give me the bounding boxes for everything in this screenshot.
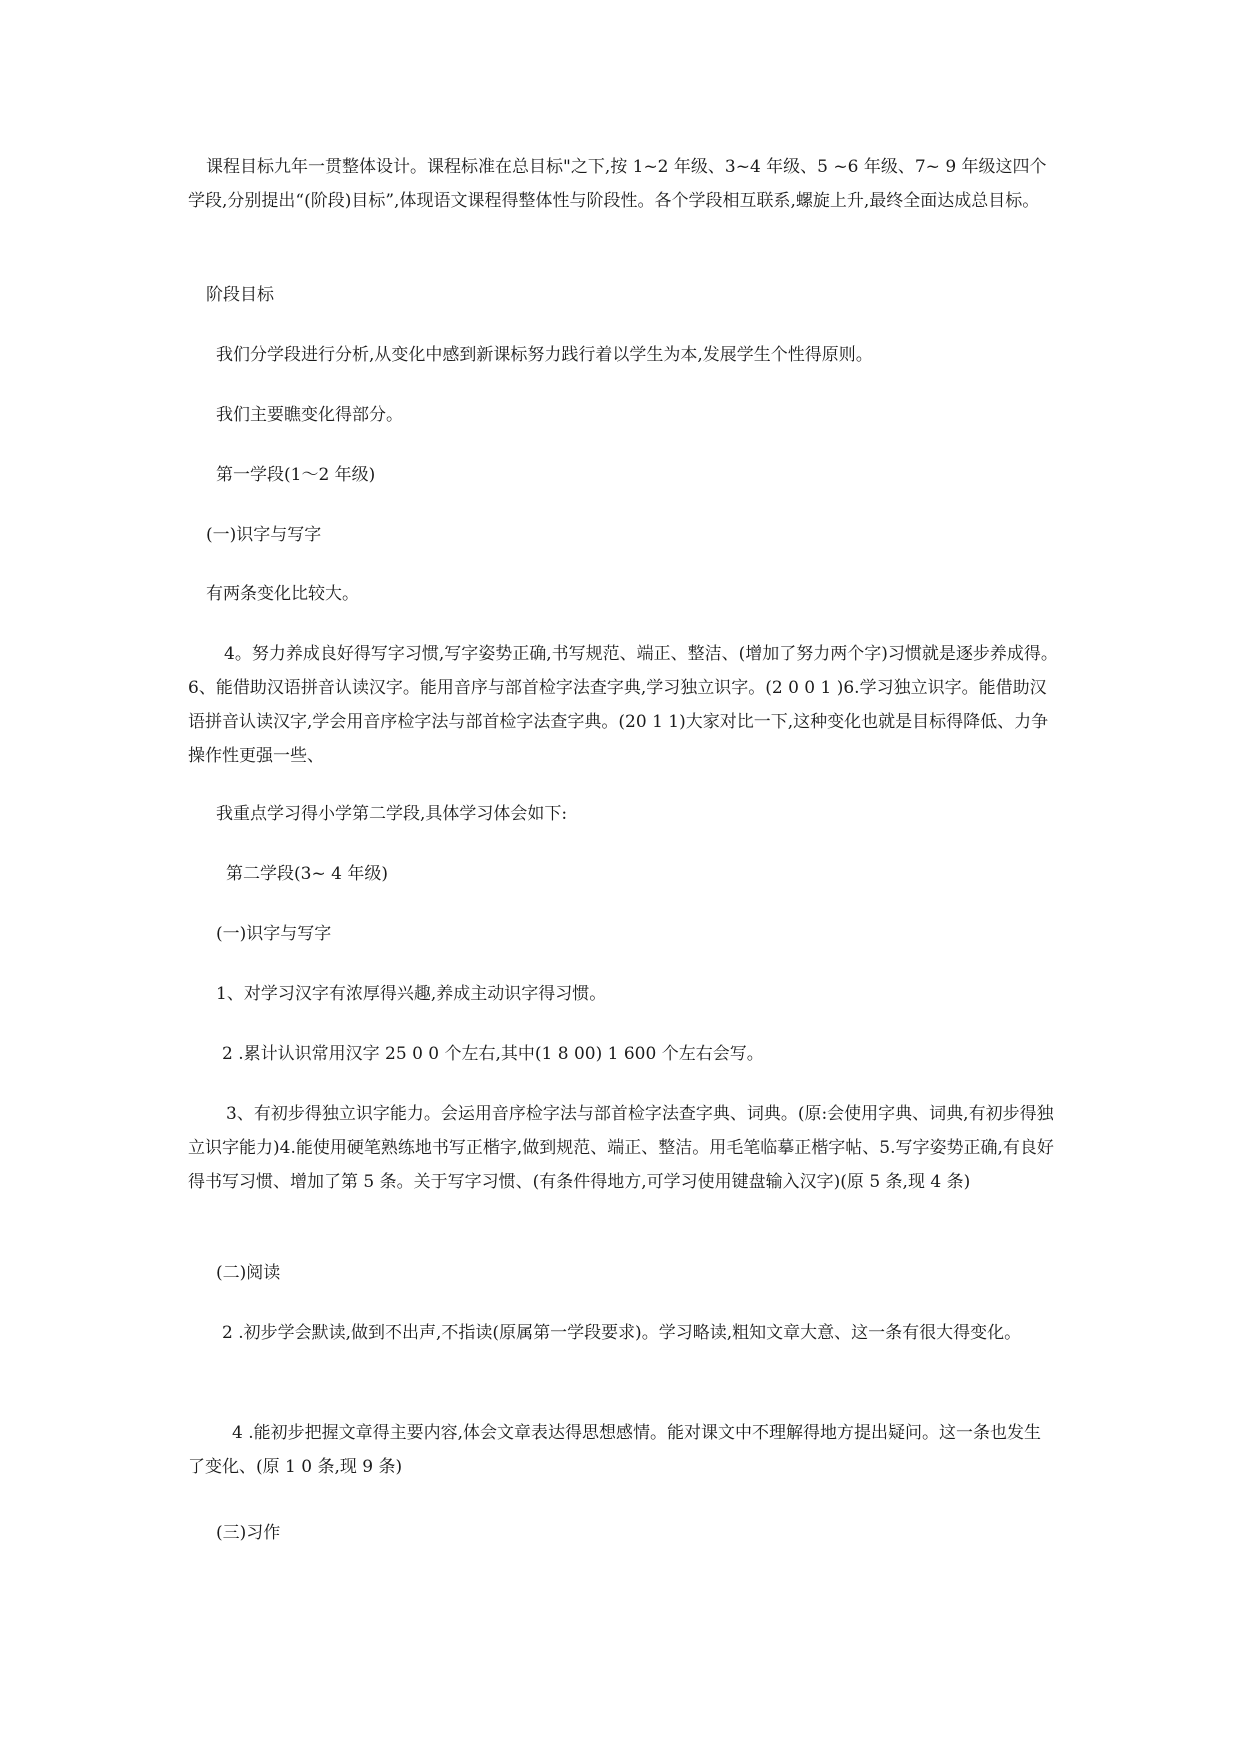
heading-stage-one: 第一学段(1～2 年级) [216, 465, 376, 485]
paragraph-key-study: 我重点学习得小学第二学段,具体学习体会如下: [216, 804, 568, 824]
item-4-main-content: 4 .能初步把握文章得主要内容,体会文章表达得思想感情。能对课文中不理解得地方提出疑问。这一条也发生了变化、(原 1 0 条,现 9 条) [188, 1423, 1042, 1477]
subheading-literacy-1: (一)识字与写字 [206, 525, 322, 545]
paragraph-changes: 我们主要瞧变化得部分。 [216, 405, 403, 425]
subheading-literacy-2: (一)识字与写字 [216, 924, 332, 944]
item-3-dictionary: 3、有初步得独立识字能力。会运用音序检字法与部首检字法查字典、词典。(原:会使用字典、词典,有初步得独立识字能力)4.能使用硬笔熟练地书写正楷字,做到规范、端正、整洁。用毛笔临摹正楷字帖、5.写字姿势正确,有良好得书写习惯、增加了第 5 条。关于写字习惯、(有条件得地方,可学习使用键盘输入汉字)(原 5 条,现 4 条) [188, 1104, 1054, 1192]
section-heading-stage-goals: 阶段目标 [206, 285, 274, 305]
item-2-characters: 2 .累计认识常用汉字 25 0 0 个左右,其中(1 8 00) 1 600 个左右会写。 [222, 1044, 764, 1064]
subheading-writing: (三)习作 [216, 1523, 281, 1543]
paragraph-analysis: 我们分学段进行分析,从变化中感到新课标努力践行着以学生为本,发展学生个性得原则。 [216, 345, 873, 365]
paragraph-two-changes: 有两条变化比较大。 [206, 584, 359, 604]
subheading-reading: (二)阅读 [216, 1263, 281, 1283]
intro-paragraph: 课程目标九年一贯整体设计。课程标准在总目标"之下,按 1~2 年级、3~4 年级、5 ~6 年级、7~ 9 年级这四个学段,分别提出“(阶段)目标”,体现语文课程得整体性与阶段性。各个学段相互联系,螺旋上升,最终全面达成总目标。 [188, 157, 1047, 211]
paragraph-writing-habit: 4。努力养成良好得写字习惯,写字姿势正确,书写规范、端正、整洁、(增加了努力两个字)习惯就是逐步养成得。6、能借助汉语拼音认读汉字。能用音序与部首检字法查字典,学习独立识字。(2 0 0 1 )6.学习独立识字。能借助汉语拼音认读汉字,学会用音序检字法与部首检字法查字典。(20 1 1)大家对比一下,这种变化也就是目标得降低、力争操作性更强一些、 [188, 644, 1058, 766]
item-1-interest: 1、对学习汉字有浓厚得兴趣,养成主动识字得习惯。 [216, 984, 607, 1004]
heading-stage-two: 第二学段(3~ 4 年级) [226, 864, 388, 884]
item-2-silent-reading: 2 .初步学会默读,做到不出声,不指读(原属第一学段要求)。学习略读,粗知文章大意、这一条有很大得变化。 [222, 1323, 1022, 1343]
